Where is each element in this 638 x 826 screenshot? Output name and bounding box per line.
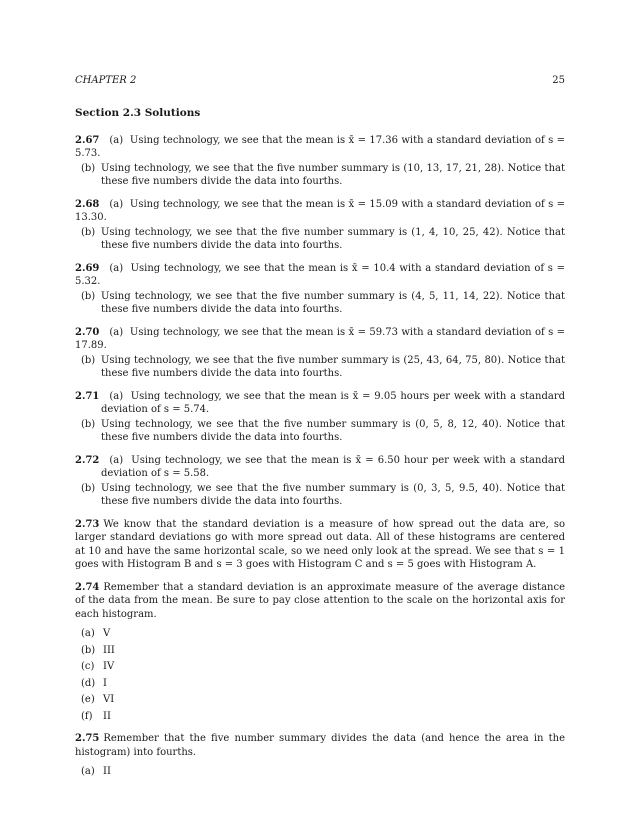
list-item — [75, 693, 565, 707]
item-label: (f) — [81, 710, 93, 722]
problem-2-72 — [75, 454, 565, 509]
item-value: I — [103, 677, 107, 689]
list-item — [75, 627, 565, 641]
item-label: (b) — [81, 644, 96, 656]
part-a-text: Using technology, we see that the mean is x̄ = 10.4 with a standard deviation of s = 5.32. — [75, 262, 565, 288]
item-value: III — [103, 644, 115, 656]
part-b-text: Using technology, we see that the five number summary is (1, 4, 10, 25, 42). Notice that these five numbers divide the data into fourths. — [101, 226, 565, 252]
list-item — [75, 677, 565, 691]
part-label: (a) — [109, 198, 124, 210]
problem-number: 2.68 — [75, 198, 100, 210]
part-b-text: Using technology, we see that the five number summary is (0, 3, 5, 9.5, 40). Notice that these five numbers divide the data into fourths. — [101, 482, 565, 508]
part-b-text: Using technology, we see that the five number summary is (10, 13, 17, 21, 28). Notice that these five numbers divide the data into fourths. — [101, 162, 565, 188]
part-label: (a) — [109, 390, 124, 402]
item-value: V — [103, 628, 111, 640]
item-label: (c) — [81, 661, 95, 673]
problem-2-70 — [75, 326, 565, 381]
problem-2-68 — [75, 198, 565, 253]
problem-number: 2.74 — [75, 581, 100, 593]
part-a-text: Using technology, we see that the mean is x̄ = 17.36 with a standard deviation of s = 5.73. — [75, 134, 565, 160]
item-value: VI — [103, 694, 115, 706]
problem-text: We know that the standard deviation is a measure of how spread out the data are, so larger standard deviations go with more spread out data. All of these histograms are centered at 10 and have the same horizontal scale, so we need only look at the spread. We see that s = 1 goes with Histogram B and s = 3 goes with Histogram C and s = 5 goes with Histogram A. — [75, 518, 565, 571]
list-item — [75, 644, 565, 658]
item-value: IV — [103, 661, 115, 673]
document-page — [75, 74, 565, 788]
problem-2-69 — [75, 262, 565, 317]
item-value: II — [103, 766, 111, 778]
part-b — [75, 482, 565, 509]
problem-number: 2.75 — [75, 733, 100, 745]
part-a-text: Using technology, we see that the mean is x̄ = 9.05 hours per week with a standard deviation of s = 5.74. — [101, 390, 566, 416]
problem-2-71 — [75, 390, 565, 445]
problem-2-75 — [75, 732, 565, 779]
problem-2-74 — [75, 581, 565, 724]
section-title: Section 2.3 Solutions — [75, 106, 201, 119]
item-label: (a) — [81, 628, 95, 640]
part-label: (b) — [81, 482, 96, 494]
item-label: (a) — [81, 766, 95, 778]
problem-2-73 — [75, 518, 565, 572]
part-label: (a) — [109, 134, 124, 146]
problem-number: 2.70 — [75, 326, 100, 338]
part-a-text: Using technology, we see that the mean is x̄ = 6.50 hour per week with a standard deviation of s = 5.58. — [101, 454, 565, 480]
problem-number: 2.69 — [75, 262, 100, 274]
part-b — [75, 162, 565, 189]
problem-2-67 — [75, 134, 565, 189]
problem-text: Remember that the five number summary divides the data (and hence the area in the histogram) into fourths. — [75, 733, 565, 758]
chapter-title: CHAPTER 2 — [75, 75, 137, 86]
part-label: (b) — [81, 290, 96, 302]
problem-number: 2.71 — [75, 390, 100, 402]
part-label: (a) — [109, 262, 124, 274]
answer-list — [75, 627, 565, 723]
part-b — [75, 290, 565, 317]
part-b — [75, 226, 565, 253]
page-number: 25 — [552, 75, 565, 86]
item-label: (e) — [81, 694, 95, 706]
part-b-text: Using technology, we see that the five number summary is (0, 5, 8, 12, 40). Notice that these five numbers divide the data into fourths. — [101, 418, 565, 444]
problem-number: 2.67 — [75, 134, 100, 146]
part-a-text: Using technology, we see that the mean is x̄ = 59.73 with a standard deviation of s = 17.89. — [75, 326, 565, 352]
part-label: (b) — [81, 354, 96, 366]
item-label: (d) — [81, 677, 96, 689]
part-label: (b) — [81, 418, 96, 430]
problem-number: 2.72 — [75, 454, 100, 466]
part-a-text: Using technology, we see that the mean is x̄ = 15.09 with a standard deviation of s = 13.30. — [75, 198, 565, 224]
list-item — [75, 765, 565, 779]
part-b — [75, 418, 565, 445]
part-b — [75, 354, 565, 381]
answer-list — [75, 765, 565, 779]
part-label: (b) — [81, 162, 96, 174]
item-value: II — [103, 710, 111, 722]
part-b-text: Using technology, we see that the five number summary is (4, 5, 11, 14, 22). Notice that these five numbers divide the data into fourths. — [101, 290, 565, 316]
running-header — [75, 74, 565, 88]
list-item — [75, 660, 565, 674]
part-label: (a) — [109, 326, 124, 338]
list-item — [75, 710, 565, 724]
part-b-text: Using technology, we see that the five number summary is (25, 43, 64, 75, 80). Notice that these five numbers divide the data into fourths. — [101, 354, 565, 380]
problem-text: Remember that a standard deviation is an approximate measure of the average distance of the data from the mean. Be sure to pay close attention to the scale on the horizontal axis for each histogram. — [75, 581, 565, 620]
part-label: (a) — [109, 454, 124, 466]
part-label: (b) — [81, 226, 96, 238]
problem-number: 2.73 — [75, 518, 100, 530]
